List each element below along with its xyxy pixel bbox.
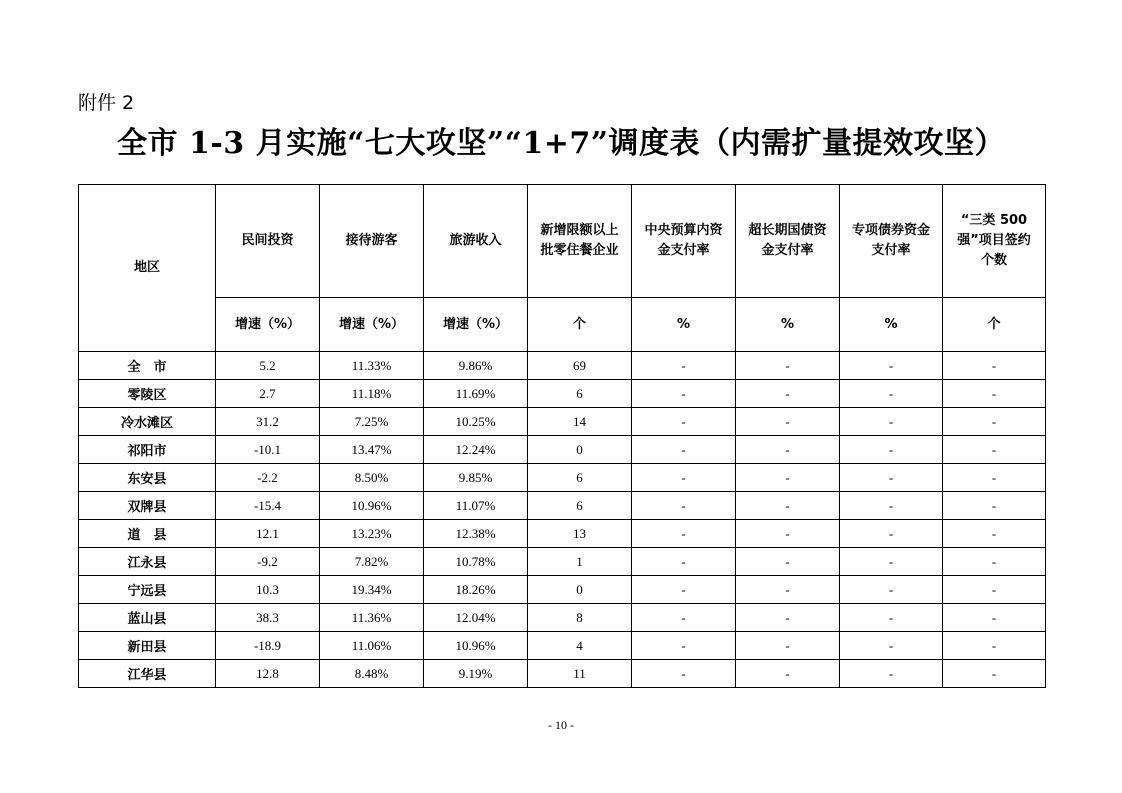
value-cell: - bbox=[943, 464, 1046, 492]
value-cell: - bbox=[840, 408, 943, 436]
region-cell: 道 县 bbox=[79, 520, 216, 548]
value-cell: - bbox=[943, 576, 1046, 604]
table-row bbox=[79, 660, 1046, 688]
value-cell: 31.2 bbox=[216, 408, 320, 436]
table-row bbox=[79, 604, 1046, 632]
table-row bbox=[79, 464, 1046, 492]
value-cell: - bbox=[736, 352, 840, 380]
value-cell: 12.24% bbox=[424, 436, 528, 464]
column-header: 旅游收入 bbox=[424, 185, 528, 298]
column-header: 超长期国债资金支付率 bbox=[736, 185, 840, 298]
value-cell: 11.69% bbox=[424, 380, 528, 408]
column-unit: % bbox=[840, 298, 943, 352]
value-cell: 5.2 bbox=[216, 352, 320, 380]
value-cell: 13.47% bbox=[320, 436, 424, 464]
value-cell: 13.23% bbox=[320, 520, 424, 548]
value-cell: 69 bbox=[528, 352, 632, 380]
column-unit: 增速（%） bbox=[216, 298, 320, 352]
value-cell: - bbox=[736, 576, 840, 604]
table-row bbox=[79, 576, 1046, 604]
table-row bbox=[79, 632, 1046, 660]
value-cell: 11.07% bbox=[424, 492, 528, 520]
value-cell: -9.2 bbox=[216, 548, 320, 576]
value-cell: - bbox=[840, 576, 943, 604]
value-cell: -10.1 bbox=[216, 436, 320, 464]
column-unit: 个 bbox=[528, 298, 632, 352]
value-cell: 9.86% bbox=[424, 352, 528, 380]
value-cell: 10.25% bbox=[424, 408, 528, 436]
region-cell: 全 市 bbox=[79, 352, 216, 380]
value-cell: - bbox=[632, 492, 736, 520]
value-cell: - bbox=[840, 548, 943, 576]
value-cell: 10.3 bbox=[216, 576, 320, 604]
value-cell: - bbox=[736, 436, 840, 464]
value-cell: - bbox=[632, 548, 736, 576]
table-row bbox=[79, 548, 1046, 576]
value-cell: - bbox=[632, 520, 736, 548]
value-cell: - bbox=[736, 380, 840, 408]
value-cell: - bbox=[736, 548, 840, 576]
value-cell: 11.36% bbox=[320, 604, 424, 632]
table-row bbox=[79, 436, 1046, 464]
value-cell: - bbox=[632, 380, 736, 408]
value-cell: - bbox=[943, 408, 1046, 436]
column-header: 接待游客 bbox=[320, 185, 424, 298]
value-cell: - bbox=[632, 464, 736, 492]
value-cell: -15.4 bbox=[216, 492, 320, 520]
value-cell: 6 bbox=[528, 380, 632, 408]
value-cell: - bbox=[840, 352, 943, 380]
page-number: - 10 - bbox=[548, 718, 574, 732]
value-cell: - bbox=[736, 408, 840, 436]
value-cell: - bbox=[736, 604, 840, 632]
value-cell: 11.06% bbox=[320, 632, 424, 660]
value-cell: -2.2 bbox=[216, 464, 320, 492]
table-row bbox=[79, 520, 1046, 548]
value-cell: - bbox=[632, 632, 736, 660]
attachment-label: 附件 2 bbox=[78, 92, 135, 114]
region-cell: 江华县 bbox=[79, 660, 216, 688]
column-header: 中央预算内资金支付率 bbox=[632, 185, 736, 298]
value-cell: - bbox=[840, 492, 943, 520]
value-cell: - bbox=[632, 408, 736, 436]
value-cell: 10.96% bbox=[320, 492, 424, 520]
region-cell: 新田县 bbox=[79, 632, 216, 660]
value-cell: 12.8 bbox=[216, 660, 320, 688]
value-cell: -18.9 bbox=[216, 632, 320, 660]
region-cell: 江永县 bbox=[79, 548, 216, 576]
value-cell: 8.48% bbox=[320, 660, 424, 688]
value-cell: 7.82% bbox=[320, 548, 424, 576]
value-cell: 9.85% bbox=[424, 464, 528, 492]
region-cell: 宁远县 bbox=[79, 576, 216, 604]
value-cell: - bbox=[943, 352, 1046, 380]
value-cell: - bbox=[943, 660, 1046, 688]
value-cell: 1 bbox=[528, 548, 632, 576]
column-header: “三类 500 强”项目签约个数 bbox=[943, 185, 1046, 298]
value-cell: - bbox=[943, 520, 1046, 548]
region-cell: 东安县 bbox=[79, 464, 216, 492]
value-cell: - bbox=[943, 492, 1046, 520]
region-cell: 零陵区 bbox=[79, 380, 216, 408]
value-cell: 6 bbox=[528, 492, 632, 520]
value-cell: - bbox=[840, 604, 943, 632]
table-row bbox=[79, 380, 1046, 408]
table-row bbox=[79, 352, 1046, 380]
value-cell: 6 bbox=[528, 464, 632, 492]
value-cell: 12.04% bbox=[424, 604, 528, 632]
value-cell: 18.26% bbox=[424, 576, 528, 604]
value-cell: - bbox=[736, 492, 840, 520]
value-cell: 0 bbox=[528, 436, 632, 464]
value-cell: 9.19% bbox=[424, 660, 528, 688]
value-cell: - bbox=[943, 380, 1046, 408]
value-cell: - bbox=[840, 464, 943, 492]
value-cell: - bbox=[632, 352, 736, 380]
value-cell: 2.7 bbox=[216, 380, 320, 408]
dispatch-table bbox=[78, 184, 1046, 688]
value-cell: - bbox=[943, 604, 1046, 632]
value-cell: 10.78% bbox=[424, 548, 528, 576]
value-cell: - bbox=[943, 632, 1046, 660]
column-header: 新增限额以上批零住餐企业 bbox=[528, 185, 632, 298]
value-cell: - bbox=[632, 660, 736, 688]
value-cell: - bbox=[840, 660, 943, 688]
value-cell: - bbox=[632, 576, 736, 604]
value-cell: 38.3 bbox=[216, 604, 320, 632]
region-header: 地区 bbox=[79, 185, 216, 352]
value-cell: - bbox=[840, 436, 943, 464]
value-cell: 14 bbox=[528, 408, 632, 436]
region-cell: 蓝山县 bbox=[79, 604, 216, 632]
value-cell: 8.50% bbox=[320, 464, 424, 492]
value-cell: 13 bbox=[528, 520, 632, 548]
column-header: 民间投资 bbox=[216, 185, 320, 298]
region-cell: 双牌县 bbox=[79, 492, 216, 520]
value-cell: - bbox=[736, 660, 840, 688]
column-header: 专项债券资金支付率 bbox=[840, 185, 943, 298]
region-cell: 冷水滩区 bbox=[79, 408, 216, 436]
value-cell: 8 bbox=[528, 604, 632, 632]
value-cell: 7.25% bbox=[320, 408, 424, 436]
region-cell: 祁阳市 bbox=[79, 436, 216, 464]
value-cell: - bbox=[943, 436, 1046, 464]
value-cell: 10.96% bbox=[424, 632, 528, 660]
column-unit: 增速（%） bbox=[424, 298, 528, 352]
value-cell: 11.33% bbox=[320, 352, 424, 380]
value-cell: 4 bbox=[528, 632, 632, 660]
table-row bbox=[79, 408, 1046, 436]
value-cell: 0 bbox=[528, 576, 632, 604]
document-title: 全市 1-3 月实施“七大攻坚”“1+7”调度表（内需扩量提效攻坚） bbox=[117, 126, 1005, 161]
table-row bbox=[79, 492, 1046, 520]
value-cell: 12.38% bbox=[424, 520, 528, 548]
value-cell: 19.34% bbox=[320, 576, 424, 604]
value-cell: - bbox=[840, 380, 943, 408]
value-cell: 11.18% bbox=[320, 380, 424, 408]
value-cell: - bbox=[632, 604, 736, 632]
value-cell: - bbox=[840, 520, 943, 548]
value-cell: 11 bbox=[528, 660, 632, 688]
column-unit: 个 bbox=[943, 298, 1046, 352]
value-cell: - bbox=[632, 436, 736, 464]
value-cell: - bbox=[736, 520, 840, 548]
value-cell: 12.1 bbox=[216, 520, 320, 548]
value-cell: - bbox=[736, 632, 840, 660]
value-cell: - bbox=[736, 464, 840, 492]
column-unit: 增速（%） bbox=[320, 298, 424, 352]
column-unit: % bbox=[632, 298, 736, 352]
column-unit: % bbox=[736, 298, 840, 352]
value-cell: - bbox=[840, 632, 943, 660]
value-cell: - bbox=[943, 548, 1046, 576]
